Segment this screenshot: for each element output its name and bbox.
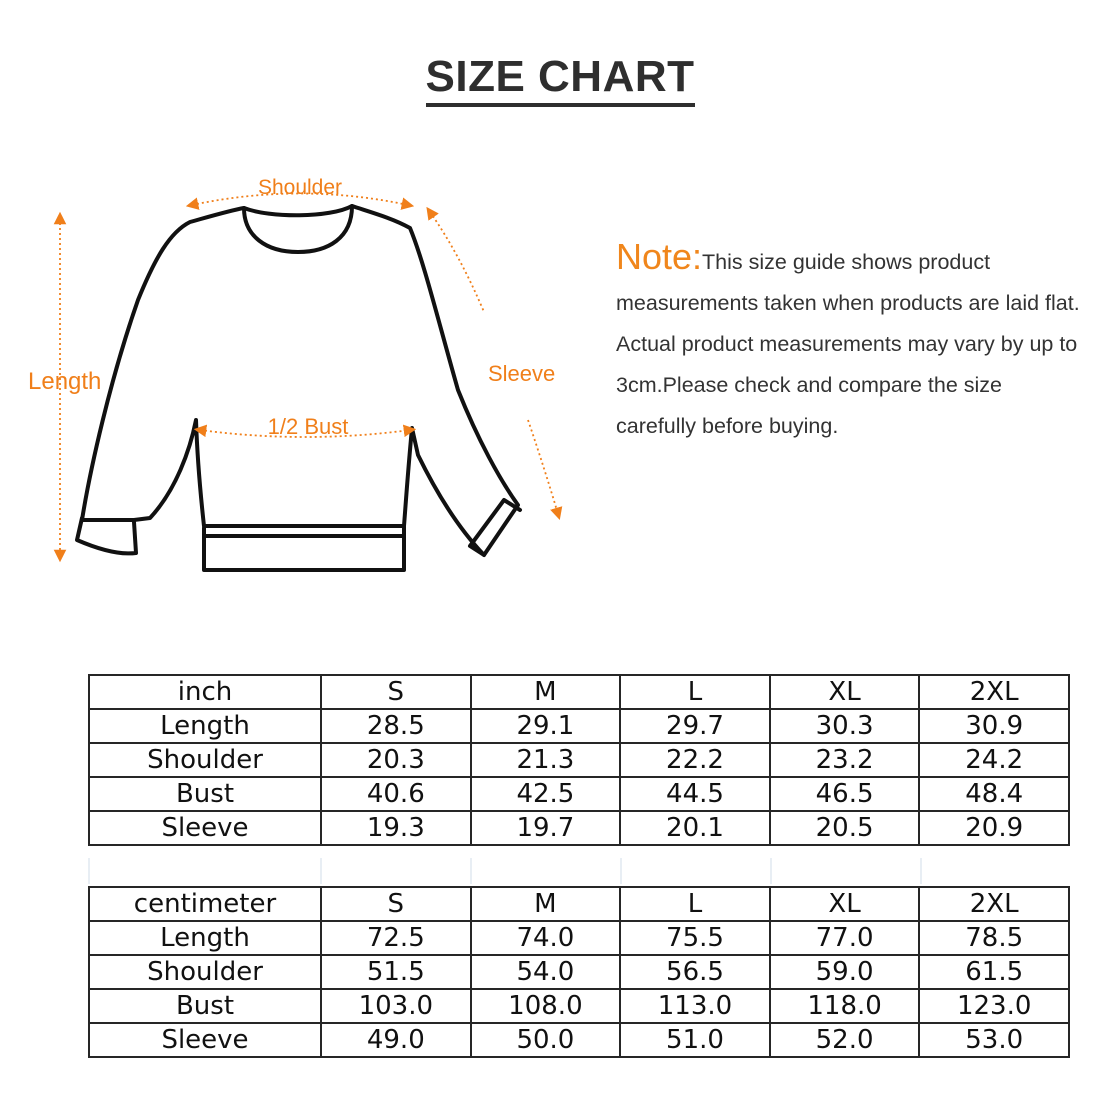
table-cell: Shoulder [89,955,321,989]
table-cell: 78.5 [919,921,1069,955]
table-cell: 44.5 [620,777,770,811]
table-cell: 28.5 [321,709,471,743]
table-cell: 51.0 [620,1023,770,1057]
table-cell: 30.9 [919,709,1069,743]
table-cell: XL [770,887,920,921]
table-row [89,921,1069,955]
table-cell: 52.0 [770,1023,920,1057]
table-cell: 59.0 [770,955,920,989]
table-cell: 20.3 [321,743,471,777]
sleeve-label: Sleeve [488,361,556,386]
table-row [89,811,1069,845]
table-cell: Bust [89,989,321,1023]
table-cell: S [321,887,471,921]
table-cell: 20.5 [770,811,920,845]
table-cell: 19.7 [471,811,621,845]
inch-size-table [88,674,1070,846]
table-cell: 20.1 [620,811,770,845]
table-cell: 53.0 [919,1023,1069,1057]
table-cell: 77.0 [770,921,920,955]
table-cell: 74.0 [471,921,621,955]
centimeter-size-table [88,886,1070,1058]
sweater-outline-icon [77,206,520,570]
table-cell: Sleeve [89,1023,321,1057]
table-cell: 2XL [919,675,1069,709]
page-title-text: SIZE CHART [426,52,695,107]
bust-label: 1/2 Bust [267,414,349,439]
table-cell: 40.6 [321,777,471,811]
table-cell: M [471,675,621,709]
table-cell: XL [770,675,920,709]
table-cell: L [620,675,770,709]
table-cell: 72.5 [321,921,471,955]
table-cell: 123.0 [919,989,1069,1023]
table-cell: 118.0 [770,989,920,1023]
note-label: Note: [616,236,703,277]
table-cell: 50.0 [471,1023,621,1057]
table-cell: 20.9 [919,811,1069,845]
table-cell: 19.3 [321,811,471,845]
table-cell: L [620,887,770,921]
table-row [89,1023,1069,1057]
table-cell: 113.0 [620,989,770,1023]
table-cell: 24.2 [919,743,1069,777]
table-cell: 23.2 [770,743,920,777]
table-cell: 75.5 [620,921,770,955]
table-cell: 42.5 [471,777,621,811]
table-cell: 2XL [919,887,1069,921]
table-cell: Length [89,709,321,743]
table-cell: 108.0 [471,989,621,1023]
table-cell: 54.0 [471,955,621,989]
table-cell: 49.0 [321,1023,471,1057]
note-block [616,236,1086,447]
page-title [0,52,1120,102]
length-label: Length [28,368,102,395]
table-row [89,777,1069,811]
table-row [89,743,1069,777]
note-text: This size guide shows product measurements taken when products are laid flat. Actual product measurements may vary by up to 3cm.Please check and compare the size carefully before buying. [616,250,1080,438]
table-cell: 29.7 [620,709,770,743]
table-cell: 48.4 [919,777,1069,811]
table-cell: 51.5 [321,955,471,989]
shoulder-label: Shoulder [257,176,343,199]
table-cell: 46.5 [770,777,920,811]
table-header-row [89,675,1069,709]
table-row [89,989,1069,1023]
table-cell: 56.5 [620,955,770,989]
table-row [89,955,1069,989]
table-cell: centimeter [89,887,321,921]
table-cell: 61.5 [919,955,1069,989]
table-cell: inch [89,675,321,709]
table-cell: M [471,887,621,921]
table-cell: Shoulder [89,743,321,777]
table-header-row [89,887,1069,921]
table-cell: Sleeve [89,811,321,845]
sweater-diagram [0,150,600,610]
table-separator [88,858,1070,884]
measure-arrow-icon [60,194,558,557]
table-cell: Length [89,921,321,955]
table-cell: 29.1 [471,709,621,743]
table-cell: S [321,675,471,709]
table-cell: 103.0 [321,989,471,1023]
table-cell: 22.2 [620,743,770,777]
table-cell: Bust [89,777,321,811]
table-cell: 30.3 [770,709,920,743]
table-cell: 21.3 [471,743,621,777]
table-row [89,709,1069,743]
